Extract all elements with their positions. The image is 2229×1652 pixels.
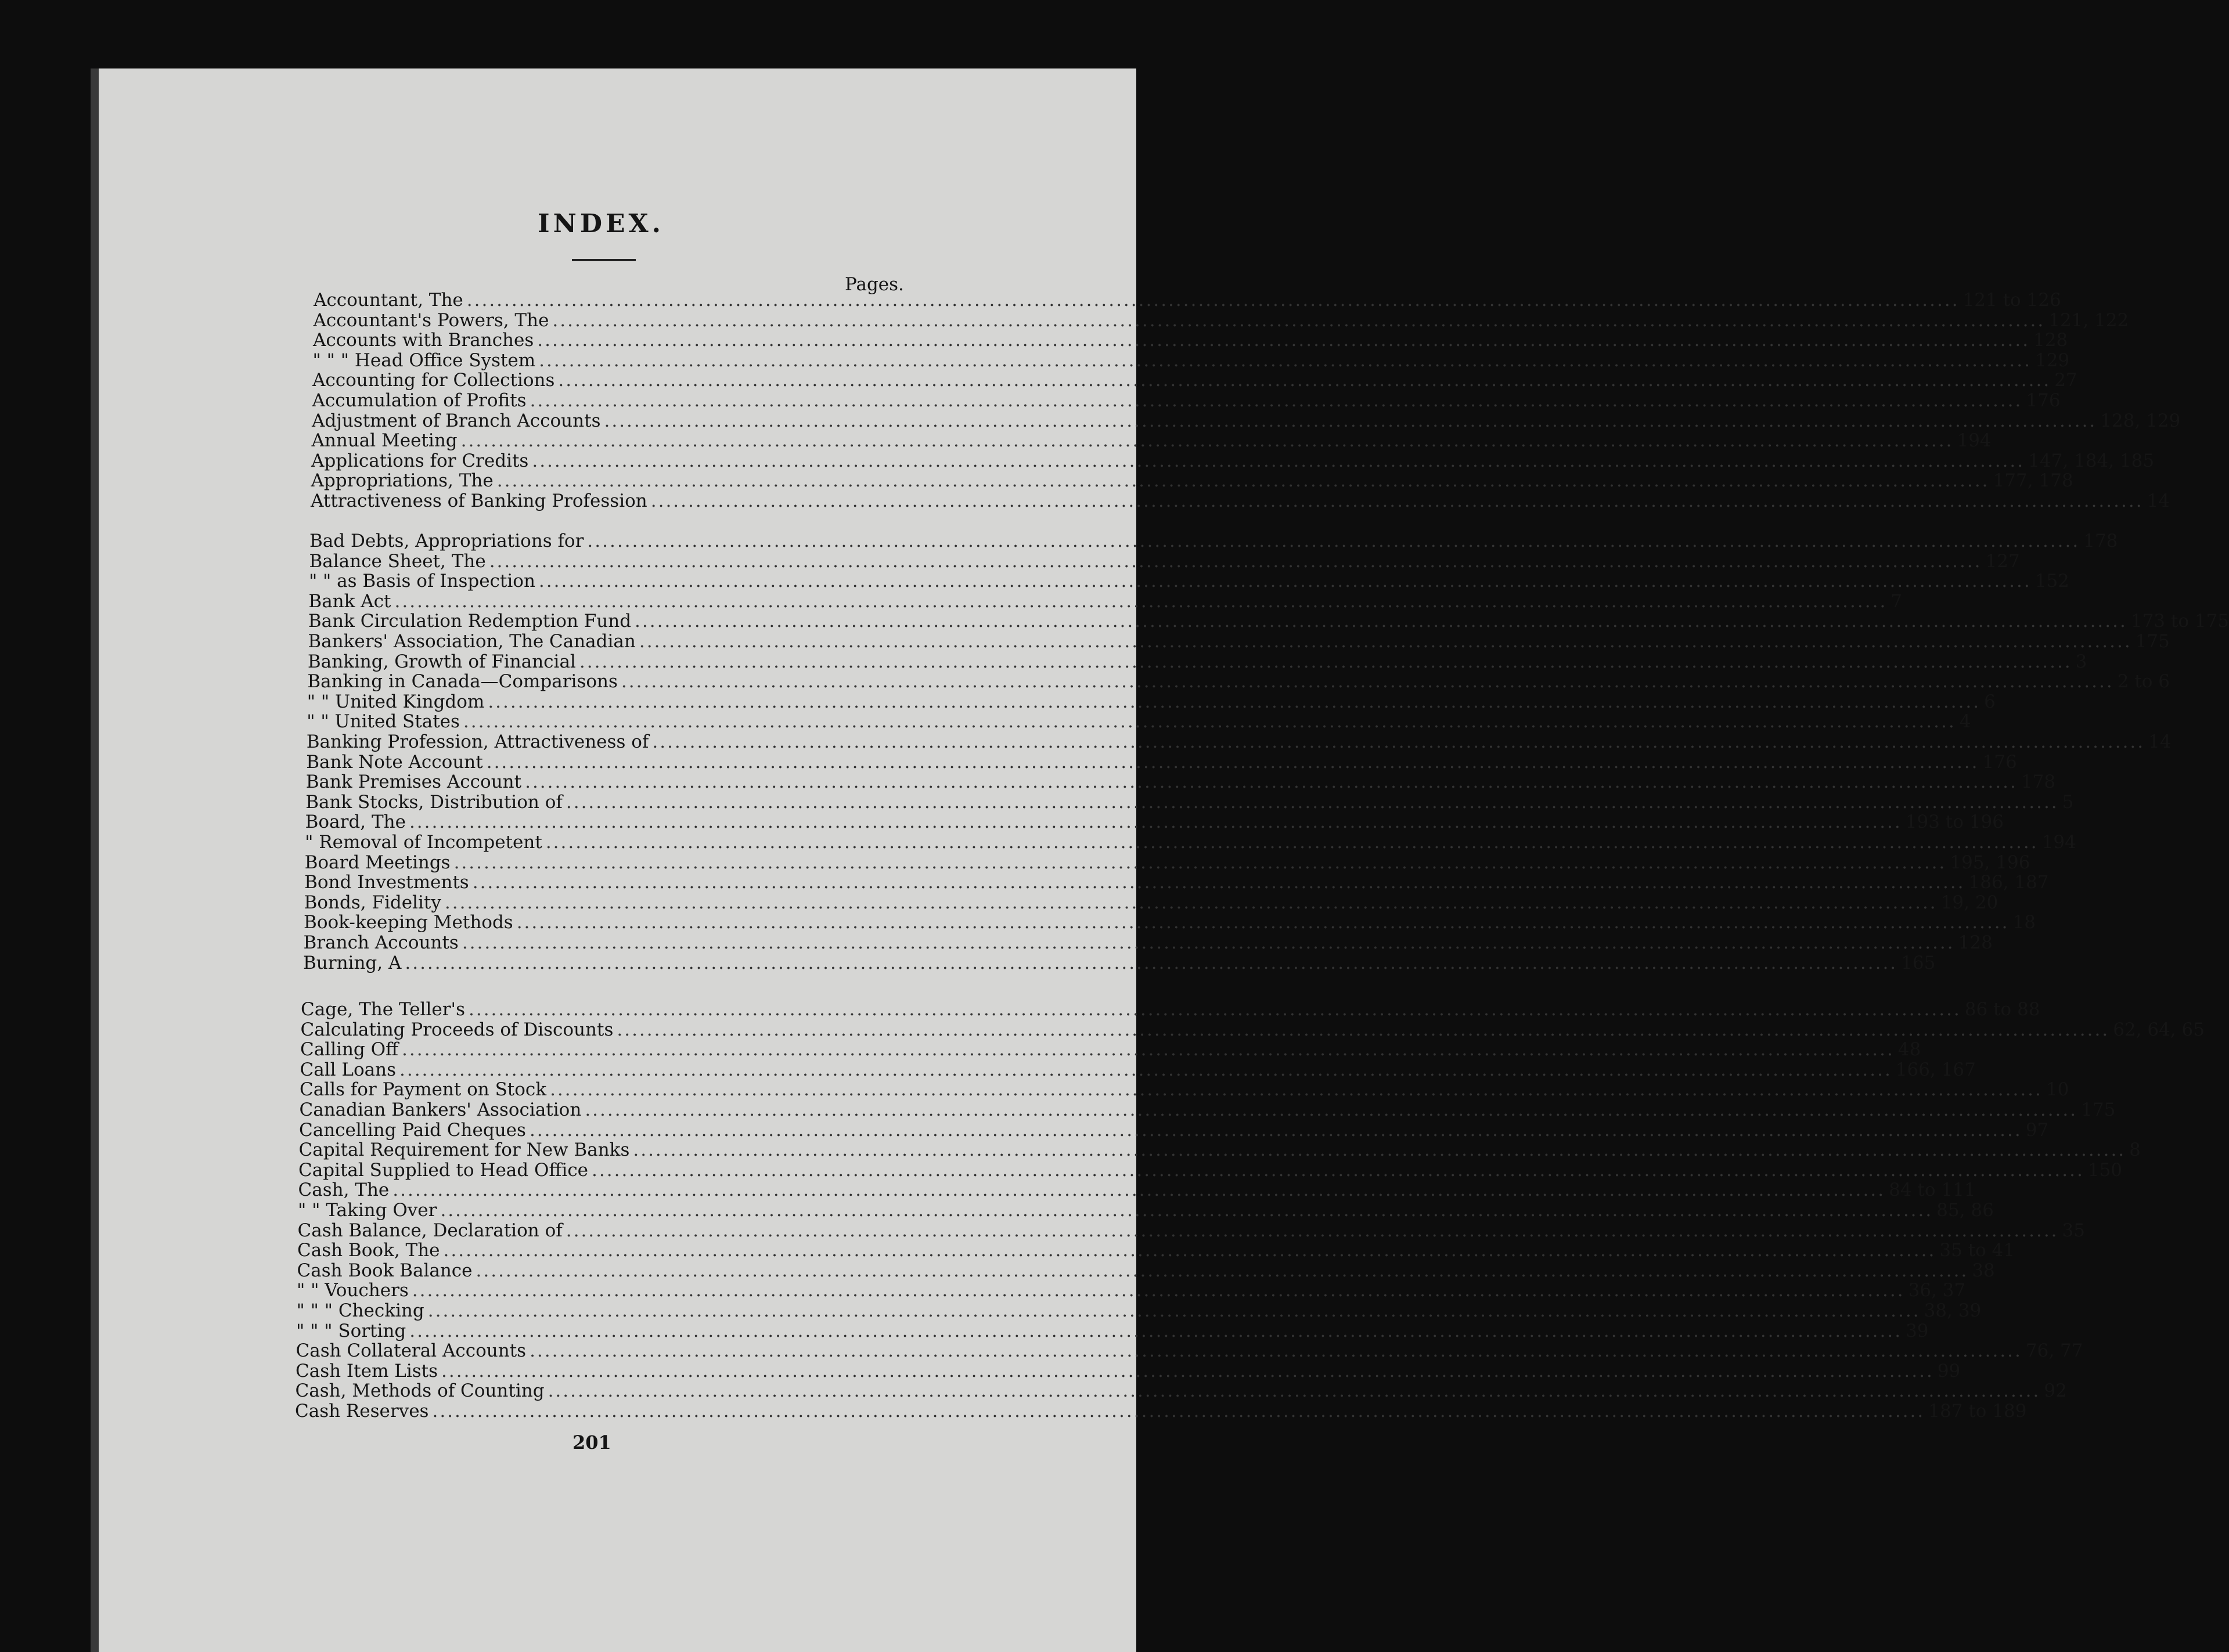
entry-label: Banking, Growth of Financial	[307, 651, 576, 672]
entry-pages: 76, 77	[2025, 1340, 2083, 1362]
entry-label: Calls for Payment on Stock	[300, 1079, 547, 1101]
entry-pages: 36, 37	[1908, 1280, 1966, 1301]
dot-leader: ........................................................................................................................................................................................................	[532, 450, 2025, 471]
dot-leader: ........................................................................................................................................................................................................	[604, 410, 2097, 431]
entry-label: Annual Meeting	[311, 430, 458, 452]
entry-pages: 129	[2034, 349, 2070, 371]
entry-label: Calculating Proceeds of Discounts	[300, 1019, 614, 1040]
dot-leader: ........................................................................................................................................................................................................	[566, 1220, 2059, 1241]
dot-leader: ........................................................................................................................................................................................................	[566, 791, 2059, 813]
dot-leader: ........................................................................................................................................................................................................	[472, 872, 1965, 893]
dot-leader: ........................................................................................................................................................................................................	[617, 1019, 2110, 1040]
entry-pages: 186, 187	[1968, 872, 2049, 893]
dot-leader: ........................................................................................................................................................................................................	[427, 1300, 1921, 1321]
entry-label: Bond Investments	[304, 872, 469, 893]
dot-leader: ........................................................................................................................................................................................................	[525, 771, 2018, 793]
entry-label: Adjustment of Branch Accounts	[312, 410, 601, 431]
dot-leader: ........................................................................................................................................................................................................	[402, 1039, 1895, 1061]
entry-label: " " as Basis of Inspection	[308, 571, 535, 592]
entry-label: Cage, The Teller's	[301, 999, 465, 1020]
entry-label: Bank Premises Account	[305, 771, 522, 793]
index-entry	[313, 309, 2129, 331]
entry-pages: 14	[2148, 731, 2172, 752]
page-number: 201	[572, 1431, 611, 1453]
index-entry	[295, 1401, 2027, 1422]
index-entry	[309, 531, 2118, 551]
entry-pages: 175	[2135, 631, 2170, 652]
entry-pages: 178	[2083, 531, 2118, 551]
dot-leader: ........................................................................................................................................................................................................	[432, 1401, 1925, 1422]
entry-pages: 194	[1957, 430, 1992, 452]
index-entry	[305, 791, 2074, 813]
index-entry	[308, 571, 2069, 592]
dot-leader: ........................................................................................................................................................................................................	[530, 390, 2023, 411]
index-entry	[299, 1119, 2049, 1141]
index-entry	[298, 1159, 2123, 1181]
dot-leader: ........................................................................................................................................................................................................	[453, 852, 1947, 873]
dot-leader: ........................................................................................................................................................................................................	[635, 611, 2127, 632]
entry-label: Banking Profession, Attractiveness of	[306, 731, 649, 752]
entry-label: Cash, Methods of Counting	[295, 1380, 545, 1402]
entry-pages: 48	[1897, 1039, 1921, 1061]
entry-label: Cash Collateral Accounts	[296, 1340, 527, 1362]
index-entry	[298, 1139, 2141, 1161]
index-entry	[309, 550, 2020, 572]
index-entry	[307, 691, 1996, 712]
dot-leader: ........................................................................................................................................................................................................	[550, 1079, 2043, 1101]
entry-label: Board Meetings	[304, 852, 451, 873]
entry-label: " " " Sorting	[296, 1320, 406, 1341]
entry-label: Bonds, Fidelity	[304, 892, 441, 913]
dot-leader: ........................................................................................................................................................................................................	[529, 1119, 2022, 1141]
dot-leader: ........................................................................................................................................................................................................	[579, 651, 2072, 672]
index-entry	[300, 1039, 1921, 1061]
entry-pages: 97	[2025, 1119, 2049, 1141]
index-entry	[304, 892, 1998, 913]
index-entry	[314, 290, 2061, 311]
dot-leader: ........................................................................................................................................................................................................	[530, 1340, 2022, 1362]
entry-label: Accounting for Collections	[312, 370, 555, 391]
dot-leader: ........................................................................................................................................................................................................	[468, 999, 1961, 1020]
dot-leader: ........................................................................................................................................................................................................	[489, 550, 1982, 572]
entry-label: Cancelling Paid Cheques	[299, 1119, 526, 1141]
index-entry	[306, 751, 2017, 773]
entry-label: Capital Supplied to Head Office	[298, 1159, 589, 1181]
entry-pages: 177, 178	[1993, 470, 2073, 492]
entry-pages: 127	[1985, 550, 2020, 572]
index-entry	[312, 349, 2070, 371]
entry-pages: 92	[2044, 1380, 2067, 1402]
entry-label: Bankers' Association, The Canadian	[308, 631, 636, 652]
entry-pages: 35 to 41	[1939, 1240, 2015, 1261]
dot-leader: ........................................................................................................................................................................................................	[558, 370, 2051, 391]
entry-label: Appropriations, The	[311, 470, 494, 492]
entry-label: " " United Kingdom	[307, 691, 485, 712]
dot-leader: ........................................................................................................................................................................................................	[409, 1320, 1903, 1341]
index-entry	[306, 731, 2172, 752]
dot-leader: ........................................................................................................................................................................................................	[650, 490, 2144, 511]
entry-label: Bank Circulation Redemption Fund	[308, 611, 632, 632]
entry-label: Attractiveness of Banking Profession	[311, 490, 647, 511]
entry-label: Cash Item Lists	[296, 1360, 438, 1382]
entry-label: Accountant's Powers, The	[313, 309, 549, 331]
index-entry	[311, 470, 2073, 492]
index-entry	[307, 711, 1971, 733]
entry-pages: 128, 129	[2100, 410, 2181, 431]
index-entry	[305, 811, 2004, 833]
entry-pages: 14	[2147, 490, 2170, 511]
pages-column-header: Pages.	[845, 274, 904, 295]
index-entry	[305, 832, 2076, 853]
dot-leader: ........................................................................................................................................................................................................	[462, 932, 1955, 953]
entry-pages: 38, 39	[1924, 1300, 1982, 1321]
dot-leader: ........................................................................................................................................................................................................	[585, 1099, 2078, 1120]
index-entry	[300, 1019, 2205, 1040]
dot-leader: ........................................................................................................................................................................................................	[539, 349, 2032, 371]
entry-label: Accumulation of Profits	[312, 390, 527, 411]
dot-leader: ........................................................................................................................................................................................................	[621, 671, 2114, 692]
entry-pages: 3	[2075, 651, 2087, 672]
dot-leader: ........................................................................................................................................................................................................	[440, 1200, 1933, 1221]
entry-label: " " " Head Office System	[312, 349, 536, 371]
entry-pages: 86 to 88	[1964, 999, 2040, 1020]
dot-leader: ........................................................................................................................................................................................................	[496, 470, 1990, 492]
index-entry	[297, 1280, 1966, 1301]
entry-pages: 187 to 189	[1928, 1401, 2027, 1422]
dot-leader: ........................................................................................................................................................................................................	[488, 691, 1981, 712]
entry-label: Cash Balance, Declaration of	[297, 1220, 563, 1241]
index-entry	[303, 952, 1936, 973]
page-spine-edge	[91, 68, 99, 1652]
entry-label: Cash, The	[298, 1180, 390, 1201]
entry-label: " " Taking Over	[298, 1200, 437, 1221]
entry-label: Accounts with Branches	[313, 330, 534, 351]
dot-leader: ........................................................................................................................................................................................................	[545, 832, 2039, 853]
index-entry	[296, 1320, 1929, 1341]
dot-leader: ........................................................................................................................................................................................................	[460, 430, 1954, 452]
entry-pages: 18	[2012, 912, 2036, 933]
dot-leader: ........................................................................................................................................................................................................	[441, 1360, 1934, 1382]
index-entry	[311, 490, 2170, 511]
entry-pages: 85, 86	[1936, 1200, 1994, 1221]
entry-pages: 8	[2129, 1139, 2141, 1161]
entry-pages: 6	[1984, 691, 1996, 712]
index-entry	[304, 912, 2036, 933]
index-entry	[305, 771, 2056, 793]
entry-pages: 35	[2062, 1220, 2085, 1241]
entry-pages: 128	[1958, 932, 1993, 953]
entry-pages: 39	[1906, 1320, 1929, 1341]
dot-leader: ........................................................................................................................................................................................................	[409, 811, 1902, 833]
entry-pages: 152	[2034, 571, 2069, 592]
entry-pages: 62, 64, 65	[2113, 1019, 2205, 1040]
entry-label: " " United States	[307, 711, 460, 733]
index-entry	[307, 671, 2170, 692]
entry-label: Cash Book, The	[297, 1240, 440, 1261]
dot-leader: ........................................................................................................................................................................................................	[652, 731, 2145, 752]
entry-label: Call Loans	[300, 1059, 396, 1080]
index-entry	[299, 1099, 2116, 1120]
entry-label: Book-keeping Methods	[304, 912, 513, 933]
index-entry	[312, 390, 2061, 411]
index-entry	[308, 611, 2229, 632]
index-entry	[303, 932, 1993, 953]
index-entry	[312, 410, 2181, 431]
entry-pages: 176	[1982, 751, 2017, 773]
dot-leader: ........................................................................................................................................................................................................	[444, 892, 1938, 913]
entry-label: Balance Sheet, The	[309, 550, 486, 572]
index-entry	[300, 1059, 1976, 1080]
entry-label: Board, The	[305, 811, 406, 833]
entry-label: Applications for Credits	[311, 450, 529, 471]
entry-pages: 121 to 126	[1962, 290, 2061, 311]
dot-leader: ........................................................................................................................................................................................................	[548, 1380, 2041, 1402]
entry-pages: 5	[2062, 791, 2074, 813]
entry-pages: 128	[2033, 330, 2068, 351]
index-entry	[295, 1380, 2067, 1402]
title-rule	[572, 259, 636, 261]
index-entry	[298, 1200, 1994, 1221]
dot-leader: ........................................................................................................................................................................................................	[537, 330, 2030, 351]
dot-leader: ........................................................................................................................................................................................................	[538, 571, 2032, 592]
dot-leader: ........................................................................................................................................................................................................	[476, 1260, 1969, 1281]
index-title: INDEX.	[538, 209, 664, 239]
index-entry	[312, 370, 2077, 391]
index-entry	[297, 1240, 2015, 1261]
entry-pages: 176	[2026, 390, 2061, 411]
entry-pages: 121, 122	[2048, 309, 2129, 331]
dot-leader: ........................................................................................................................................................................................................	[463, 711, 1956, 733]
dot-leader: ........................................................................................................................................................................................................	[633, 1139, 2126, 1161]
entry-pages: 165	[1901, 952, 1936, 973]
entry-label: Bank Stocks, Distribution of	[305, 791, 563, 813]
entry-pages: 175	[2081, 1099, 2116, 1120]
index-entry	[313, 330, 2068, 351]
entry-pages: 193 to 196	[1905, 811, 2004, 833]
index-entry	[296, 1340, 2083, 1362]
dot-leader: ........................................................................................................................................................................................................	[587, 531, 2080, 551]
entry-label: Bank Act	[308, 590, 391, 612]
entry-label: Bank Note Account	[306, 751, 483, 773]
entry-label: Branch Accounts	[303, 932, 459, 953]
entry-pages: 147, 184, 185	[2028, 450, 2155, 471]
entry-pages: 84 to 111	[1889, 1180, 1976, 1201]
entry-label: Calling Off	[300, 1039, 399, 1061]
entry-pages: 178	[2021, 771, 2056, 793]
entry-pages: 194	[2041, 832, 2076, 853]
entry-pages: 38	[1972, 1260, 1995, 1281]
dot-leader: ........................................................................................................................................................................................................	[443, 1240, 1936, 1261]
entry-label: Bad Debts, Appropriations for	[309, 531, 584, 551]
index-entry	[297, 1220, 2085, 1241]
dot-leader: ........................................................................................................................................................................................................	[394, 590, 1888, 612]
dot-leader: ........................................................................................................................................................................................................	[392, 1180, 1886, 1201]
dot-leader: ........................................................................................................................................................................................................	[399, 1059, 1892, 1080]
entry-pages: 173 to 175	[2130, 611, 2229, 632]
dot-leader: ........................................................................................................................................................................................................	[639, 631, 2132, 652]
entry-label: Cash Book Balance	[297, 1260, 473, 1281]
index-entry	[298, 1180, 1976, 1201]
dot-leader: ........................................................................................................................................................................................................	[486, 751, 1979, 773]
dot-leader: ........................................................................................................................................................................................................	[516, 912, 2010, 933]
entry-label: Canadian Bankers' Association	[299, 1099, 582, 1120]
entry-label: " " " Checking	[296, 1300, 424, 1321]
entry-label: Accountant, The	[314, 290, 463, 311]
dot-leader: ........................................................................................................................................................................................................	[552, 309, 2046, 331]
entry-pages: 27	[2054, 370, 2077, 391]
entry-pages: 2 to 6	[2117, 671, 2170, 692]
entry-label: Capital Requirement for New Banks	[298, 1139, 630, 1161]
index-entry	[308, 590, 1903, 612]
dot-leader: ........................................................................................................................................................................................................	[466, 290, 1960, 311]
entry-label: " Removal of Incompetent	[305, 832, 542, 853]
entry-label: Banking in Canada—Comparisons	[307, 671, 618, 692]
index-entry	[307, 651, 2087, 672]
index-entry	[311, 450, 2155, 471]
dot-leader: ........................................................................................................................................................................................................	[592, 1159, 2084, 1181]
dot-leader: ........................................................................................................................................................................................................	[412, 1280, 1905, 1301]
index-entry	[300, 1079, 2069, 1101]
entry-pages: 166, 167	[1895, 1059, 1976, 1080]
entry-label: Cash Reserves	[295, 1401, 429, 1422]
dot-leader: ........................................................................................................................................................................................................	[405, 952, 1898, 973]
index-entry	[304, 872, 2049, 893]
index-entry	[304, 852, 2030, 873]
entry-pages: 19, 20	[1940, 892, 1998, 913]
entry-pages: 150	[2087, 1159, 2123, 1181]
index-entry	[297, 1260, 1995, 1281]
entry-pages: 99	[1937, 1360, 1961, 1382]
index-entry	[308, 631, 2170, 652]
entry-label: Burning, A	[303, 952, 402, 973]
index-entry	[296, 1300, 1982, 1321]
entry-pages: 7	[1890, 590, 1903, 612]
entry-pages: 195, 196	[1950, 852, 2030, 873]
index-entry	[301, 999, 2040, 1020]
index-entry	[296, 1360, 1961, 1382]
entry-label: " " Vouchers	[297, 1280, 409, 1301]
entry-pages: 4	[1959, 711, 1971, 733]
index-entry	[311, 430, 1992, 452]
entry-pages: 10	[2046, 1079, 2069, 1101]
